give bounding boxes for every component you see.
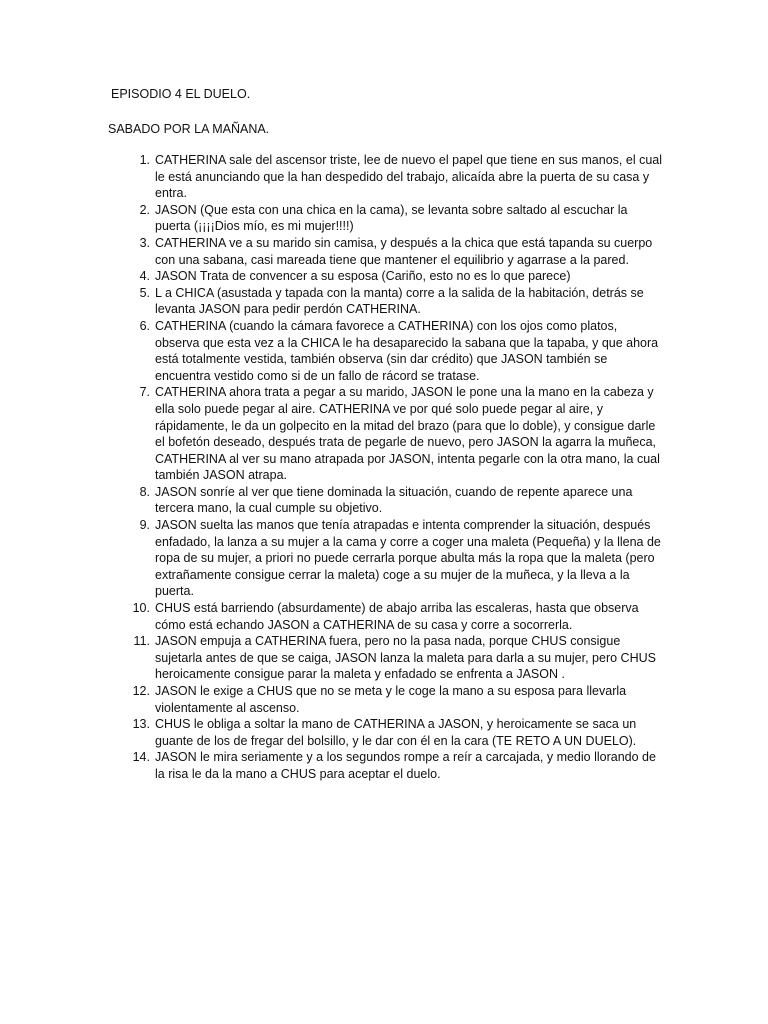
item-text: CATHERINA sale del ascensor triste, lee de nuevo el papel que tiene en sus manos, el cual le está anunciando que la han despedido del trabajo, alicaída abre la puerta de su casa y entra. — [155, 153, 662, 201]
item-number: 5. — [139, 285, 150, 300]
item-number: 7. — [139, 385, 150, 400]
episode-title: EPISODIO 4 EL DUELO. — [111, 87, 251, 101]
item-text: JASON le exige a CHUS que no se meta y le coge la mano a su esposa para llevarla violentamente al ascenso. — [155, 684, 627, 715]
item-text: CATHERINA ve a su marido sin camisa, y después a la chica que está tapanda su cuerpo con una sabana, casi mareada tiene que mantener el equilibrio y agarrase a la pared. — [155, 235, 653, 267]
item-text: JASON empuja a CATHERINA fuera, pero no la pasa nada, porque CHUS consigue sujetarla antes de que se caiga, JASON lanza la maleta para darla a su mujer, pero CHUS heroicamente consigue parar la maleta y enfadado se enfrenta a JASON . — [155, 634, 656, 682]
item-text: JASON suelta las manos que tenía atrapadas e intenta comprender la situación, después enfadado, la lanza a su mujer a la cama y corre a coger una maleta (Pequeña) y la llena de ropa de su mujer, a priori no puede cerrarla porque abulta más la ropa que la maleta (pero extrañamente consigue cerrar la maleta) coge a su mujer de la muñeca, y la lleva a la puerta. — [155, 518, 661, 599]
list-item — [108, 633, 664, 683]
item-number: 11. — [133, 634, 150, 649]
item-number: 14. — [132, 750, 150, 765]
list-item — [108, 600, 664, 633]
list-item — [108, 517, 664, 600]
list-item — [108, 235, 664, 268]
scene-heading: SABADO POR LA MAÑANA. — [108, 122, 270, 136]
item-text: L a CHICA (asustada y tapada con la manta) corre a la salida de la habitación, detrás se levanta JASON para pedir perdón CATHERINA. — [155, 285, 644, 317]
item-text: CHUS está barriendo (absurdamente) de abajo arriba las escaleras, hasta que observa cómo está echando JASON a CATHERINA de su casa y corre a socorrerla. — [155, 601, 639, 632]
item-number: 8. — [139, 484, 150, 499]
item-number: 9. — [139, 518, 150, 533]
item-text: CHUS le obliga a soltar la mano de CATHERINA a JASON, y heroicamente se saca un guante de los de fregar del bolsillo, y le dar con él en la cara (TE RETO A UN DUELO). — [155, 717, 637, 748]
list-item — [108, 484, 664, 517]
list-item — [108, 318, 664, 384]
item-text: JASON Trata de convencer a su esposa (Cariño, esto no es lo que parece) — [155, 269, 571, 284]
script-steps-list — [108, 152, 664, 783]
item-number: 3. — [139, 235, 150, 250]
item-number: 12. — [132, 684, 150, 698]
list-item — [108, 716, 664, 749]
item-number: 2. — [139, 202, 150, 217]
item-number: 1. — [139, 153, 150, 167]
list-item — [108, 285, 664, 318]
list-item — [108, 152, 664, 202]
item-text: JASON (Que esta con una chica en la cama), se levanta sobre saltado al escuchar la puerta (¡¡¡¡Dios mío, es mi mujer!!!!) — [155, 202, 628, 234]
list-item — [108, 384, 664, 484]
list-item — [108, 202, 664, 235]
item-number: 6. — [139, 318, 150, 333]
item-text: CATHERINA (cuando la cámara favorece a CATHERINA) con los ojos como platos, observa que esta vez a la CHICA le ha desaparecido la sabana que la tapaba, y que ahora está totalmente vestida, también observa (sin dar crédito) que JASON también se encuentra vestido como si de un fallo de rácord se tratase. — [155, 318, 659, 383]
item-text: CATHERINA ahora trata a pegar a su marido, JASON le pone una la mano en la cabeza y ella solo puede pegar al aire. CATHERINA ve por qué solo puede pegar al aire, y rápidamente, le da un golpecito en la mitad del brazo (para que lo doble), y consigue darle el bofetón deseado, después trata de pegarle de nuevo, pero JASON la agarra la muñeca, CATHERINA al ver su mano atrapada por JASON, intenta pegarle con la otra mano, la cual también JASON atrapa. — [155, 385, 660, 483]
item-text: JASON sonríe al ver que tiene dominada la situación, cuando de repente aparece una tercera mano, la cual cumple su objetivo. — [155, 484, 633, 516]
list-item — [108, 268, 664, 285]
item-text: JASON le mira seriamente y a los segundos rompe a reír a carcajada, y medio llorando de la risa le da la mano a CHUS para aceptar el duelo. — [155, 750, 656, 781]
item-number: 13. — [132, 717, 150, 732]
item-number: 10. — [132, 601, 150, 616]
list-item — [108, 683, 664, 716]
item-number: 4. — [139, 269, 150, 284]
list-item — [108, 749, 664, 782]
